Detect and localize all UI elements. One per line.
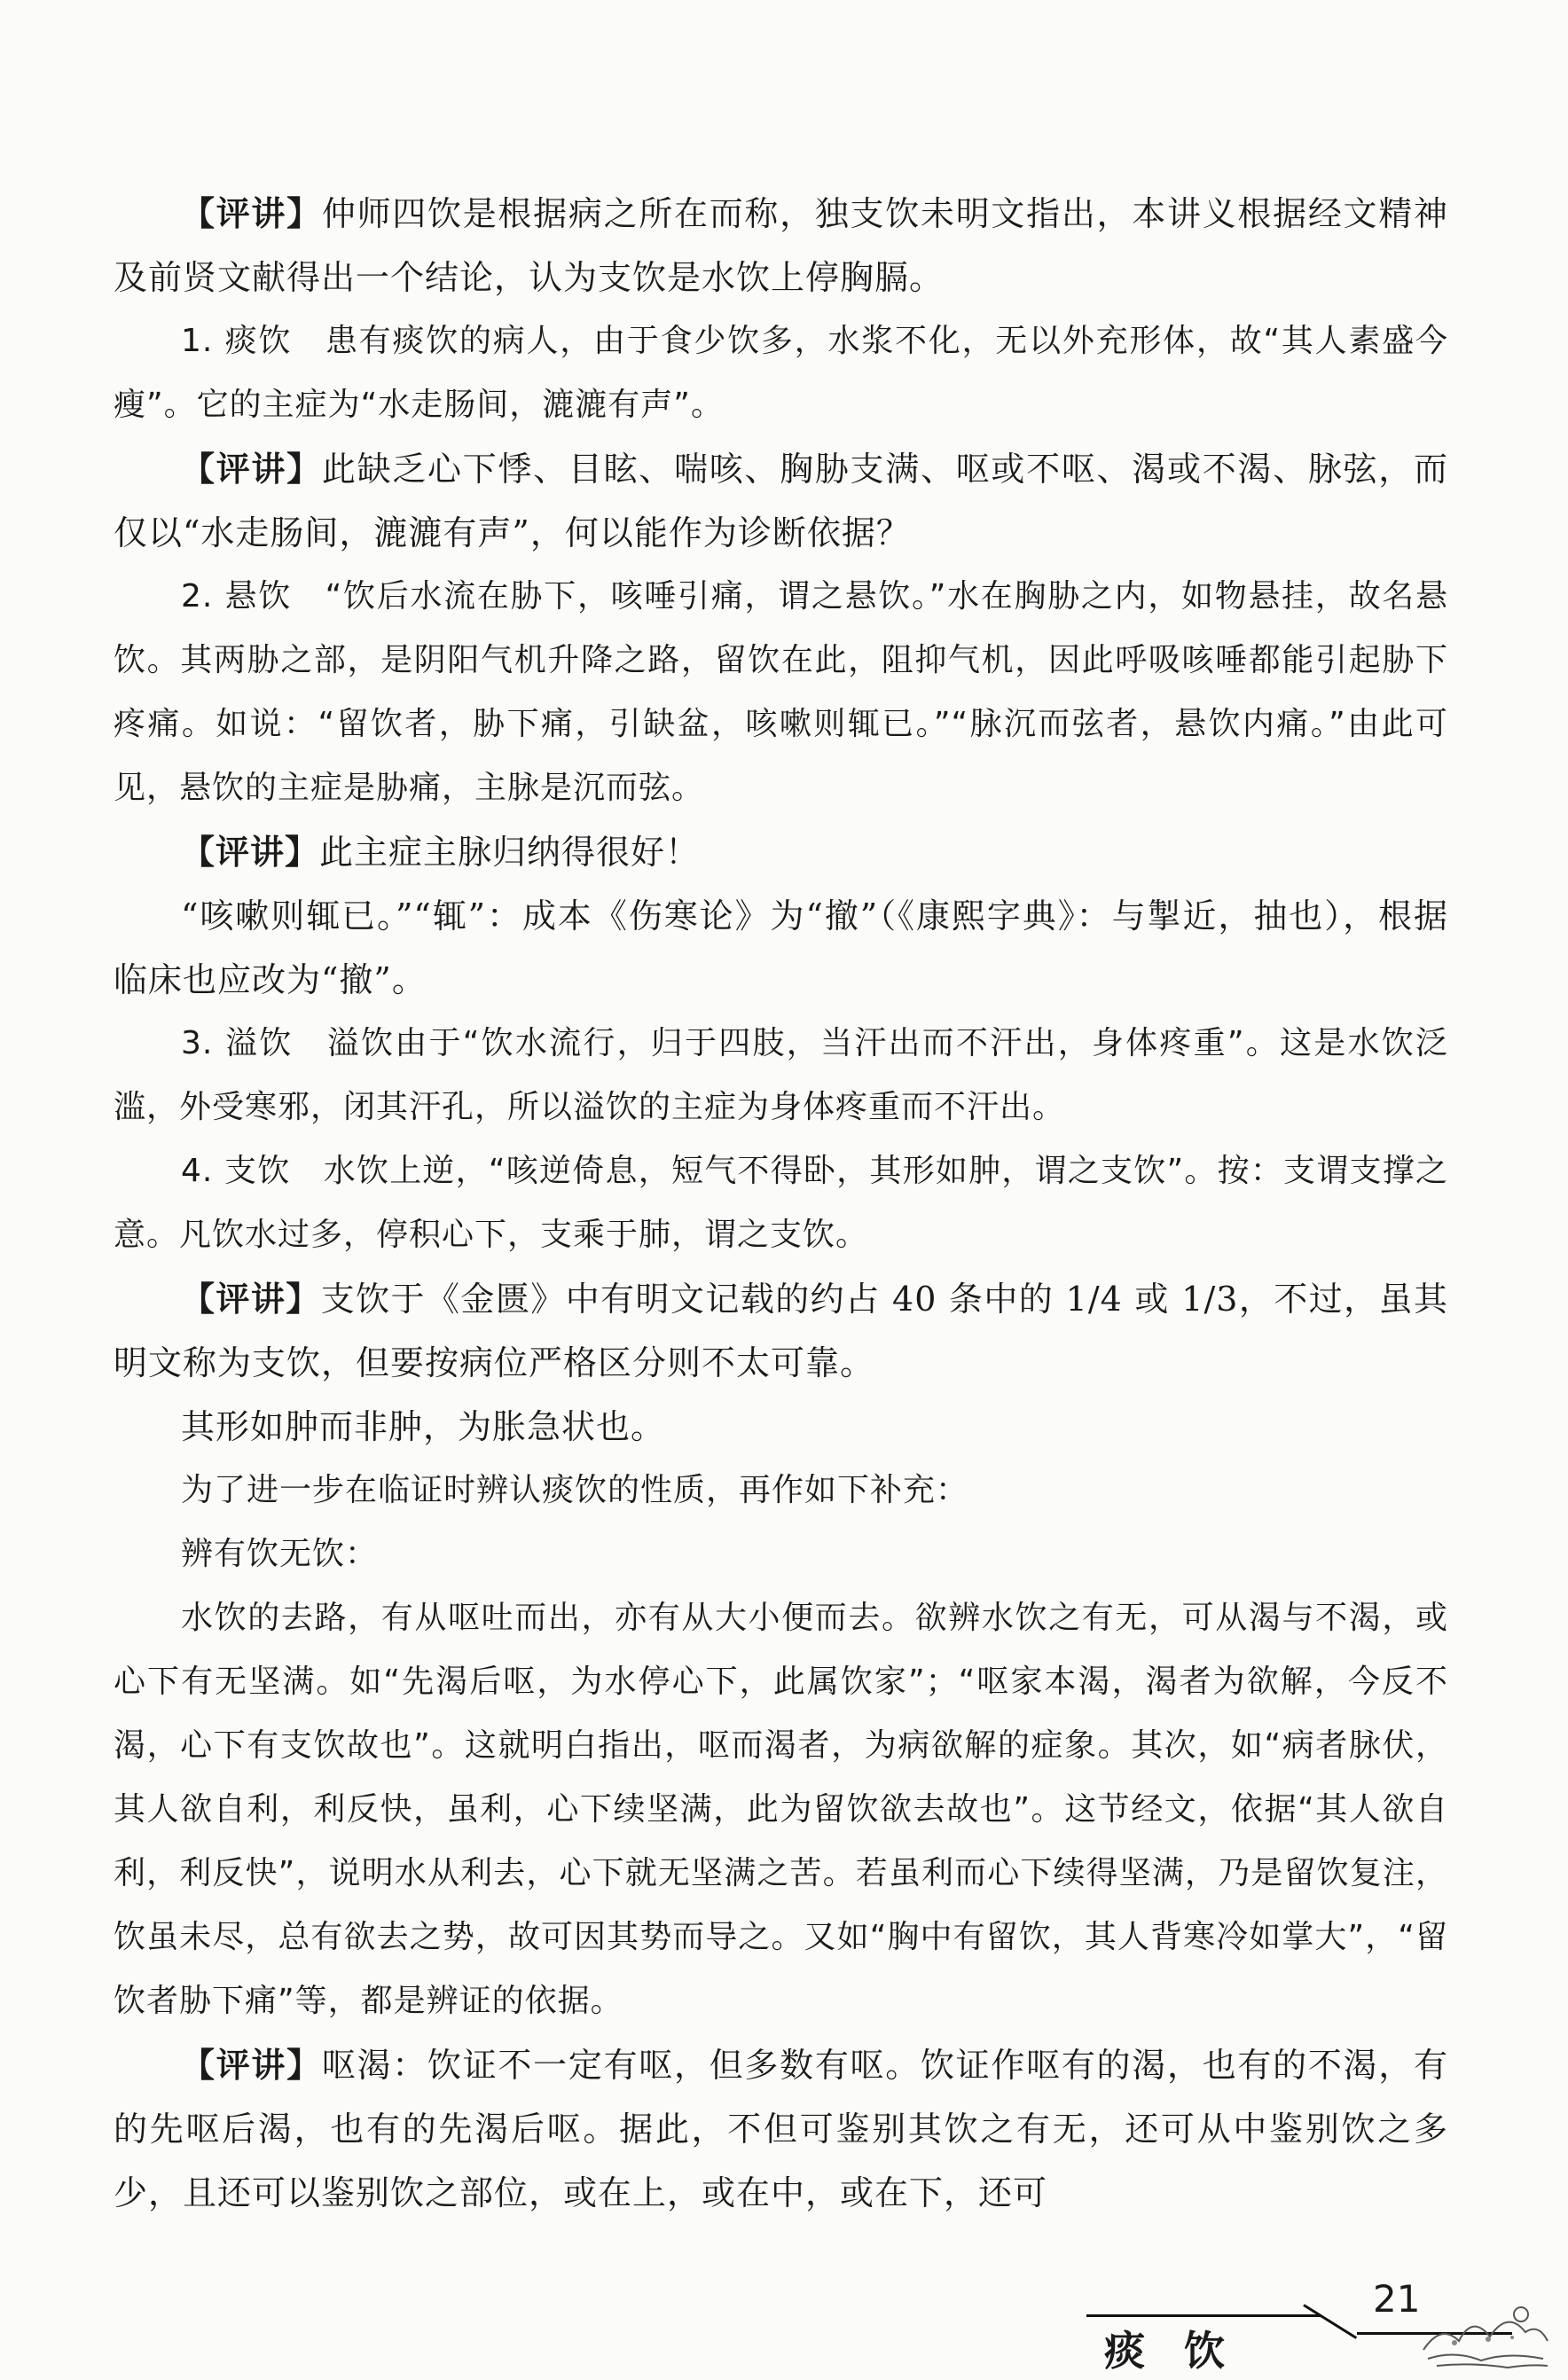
paragraph-5	[114, 820, 1448, 884]
paragraph-text: 此主症主脉归纳得很好！	[319, 833, 701, 872]
paragraph-10	[114, 1395, 1448, 1459]
paragraph-9	[114, 1267, 1448, 1395]
paragraph-12	[114, 1523, 1448, 1586]
paragraph-text: 辨有饮无饮：	[181, 1536, 379, 1572]
paragraph-text: 3. 溢饮 溢饮由于“饮水流行，归于四肢，当汗出而不汗出，身体疼重”。这是水饮泛滥，外受寒邪，闭其汗孔，所以溢饮的主症为身体疼重而不汗出。	[114, 1025, 1448, 1125]
paragraph-text: 水饮的去路，有从呕吐而出，亦有从大小便而去。欲辨水饮之有无，可从渴与不渴，或心下有无坚满。如“先渴后呕，为水停心下，此属饮家”；“呕家本渴，渴者为欲解，今反不渴，心下有支饮故也”。这就明白指出，呕而渴者，为病欲解的症象。其次，如“病者脉伏，其人欲自利，利反快，虽利，心下续坚满，此为留饮欲去故也”。这节经文，依据“其人欲自利，利反快”，说明水从利去，心下就无坚满之苦。若虽利而心下续得坚满，乃是留饮复注，饮虽未尽，总有欲去之势，故可因其势而导之。又如“胸中有留饮，其人背寒冷如掌大”，“留饮者胁下痛”等，都是辨证的依据。	[114, 1600, 1448, 2019]
footer-slant-rule	[1303, 2304, 1357, 2339]
commentary-label: 【评讲】	[181, 832, 320, 872]
paragraph-6	[114, 884, 1448, 1012]
paragraph-text: 呕渴：饮证不一定有呕，但多数有呕。饮证作呕有的渴，也有的不渴，有的先呕后渴，也有的先渴后呕。据此，不但可鉴别其饮之有无，还可从中鉴别饮之多少，且还可以鉴别饮之部位，或在上，或在中，或在下，还可	[114, 2046, 1448, 2212]
paragraph-text: 仲师四饮是根据病之所在而称，独支饮未明文指出，本讲义根据经文精神及前贤文献得出一个结论，认为支饮是水饮上停胸膈。	[114, 194, 1448, 297]
commentary-label: 【评讲】	[181, 1279, 321, 1319]
paragraph-text: 1. 痰饮 患有痰饮的病人，由于食少饮多，水浆不化，无以外充形体，故“其人素盛今瘦”。它的主症为“水走肠间，漉漉有声”。	[114, 323, 1448, 423]
commentary-label: 【评讲】	[181, 449, 322, 489]
paragraph-4	[114, 565, 1448, 820]
paragraph-7	[114, 1012, 1448, 1139]
paragraph-13	[114, 1586, 1448, 2033]
paragraph-text: 此缺乏心下悸、目眩、喘咳、胸胁支满、呕或不呕、渴或不渴、脉弦，而仅以“水走肠间，漉漉有声”，何以能作为诊断依据？	[114, 450, 1448, 552]
commentary-label: 【评讲】	[181, 2045, 322, 2085]
paragraph-text: 其形如肿而非肿，为胀急状也。	[181, 1407, 666, 1446]
landscape-ornament-icon	[1419, 2288, 1552, 2372]
page-number: 21	[1373, 2277, 1421, 2321]
commentary-label: 【评讲】	[181, 193, 322, 233]
paragraph-11	[114, 1459, 1448, 1523]
paragraph-text: 2. 悬饮 “饮后水流在胁下，咳唾引痛，谓之悬饮。”水在胸胁之内，如物悬挂，故名悬饮。其两胁之部，是阴阳气机升降之路，留饮在此，阻抑气机，因此呼吸咳唾都能引起胁下疼痛。如说：“留饮者，胁下痛，引缺盆，咳嗽则辄已。”“脉沉而弦者，悬饮内痛。”由此可见，悬饮的主症是胁痛，主脉是沉而弦。	[114, 578, 1448, 806]
page-body	[114, 182, 1448, 2225]
paragraph-text: 4. 支饮 水饮上逆，“咳逆倚息，短气不得卧，其形如肿，谓之支饮”。按：支谓支撑之意。凡饮水过多，停积心下，支乘于肺，谓之支饮。	[114, 1153, 1448, 1253]
paragraph-1	[114, 182, 1448, 309]
paragraph-8	[114, 1139, 1448, 1267]
footer-chapter-title: 痰饮	[1104, 2327, 1264, 2375]
paragraph-text: 为了进一步在临证时辨认痰饮的性质，再作如下补充：	[181, 1472, 969, 1508]
footer-rule	[1086, 2314, 1321, 2317]
paragraph-text: “咳嗽则辄已。”“辄”：成本《伤寒论》为“撤”（《康熙字典》：与掣近，抽也），根据临床也应改为“撤”。	[114, 896, 1448, 999]
paragraph-text: 支饮于《金匮》中有明文记载的约占 40 条中的 1/4 或 1/3，不过，虽其明文称为支饮，但要按病位严格区分则不太可靠。	[114, 1280, 1448, 1382]
paragraph-3	[114, 437, 1448, 565]
paragraph-2	[114, 309, 1448, 437]
paragraph-14	[114, 2033, 1448, 2225]
